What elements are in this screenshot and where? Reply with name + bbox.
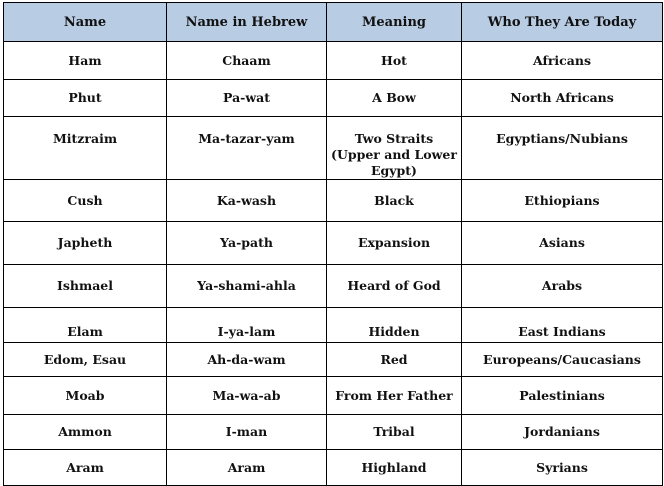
cell-today: Ethiopians — [462, 180, 663, 222]
table-row — [4, 180, 663, 222]
table-row — [4, 265, 663, 308]
table-row — [4, 42, 663, 80]
cell-today: Arabs — [462, 265, 663, 308]
cell-hebrew: Aram — [167, 450, 327, 486]
header-name-in-hebrew: Name in Hebrew — [167, 3, 327, 42]
cell-today: Africans — [462, 42, 663, 80]
cell-hebrew: I-ya-lam — [167, 308, 327, 343]
cell-name: Moab — [4, 377, 167, 415]
cell-today: Palestinians — [462, 377, 663, 415]
cell-name: Ham — [4, 42, 167, 80]
cell-today: Egyptians/Nubians — [462, 117, 663, 180]
cell-hebrew: Ya-shami-ahla — [167, 265, 327, 308]
header-who-they-are-today: Who They Are Today — [462, 3, 663, 42]
cell-meaning: A Bow — [327, 80, 462, 117]
header-name: Name — [4, 3, 167, 42]
cell-today: Asians — [462, 222, 663, 265]
cell-today: East Indians — [462, 308, 663, 343]
cell-meaning: Tribal — [327, 415, 462, 450]
cell-meaning: From Her Father — [327, 377, 462, 415]
cell-meaning: Black — [327, 180, 462, 222]
table-row — [4, 80, 663, 117]
cell-hebrew: Ma-tazar-yam — [167, 117, 327, 180]
table-row — [4, 377, 663, 415]
cell-name: Cush — [4, 180, 167, 222]
cell-hebrew: Chaam — [167, 42, 327, 80]
cell-hebrew: Ya-path — [167, 222, 327, 265]
table-row — [4, 117, 663, 180]
cell-hebrew: Ah-da-wam — [167, 343, 327, 377]
header-meaning: Meaning — [327, 3, 462, 42]
cell-meaning: Heard of God — [327, 265, 462, 308]
cell-name: Elam — [4, 308, 167, 343]
table-row — [4, 343, 663, 377]
table-row — [4, 308, 663, 343]
cell-meaning: Two Straits (Upper and Lower Egypt) — [327, 117, 462, 180]
table-row — [4, 222, 663, 265]
cell-today: Syrians — [462, 450, 663, 486]
cell-meaning: Expansion — [327, 222, 462, 265]
cell-hebrew: Ma-wa-ab — [167, 377, 327, 415]
cell-name: Ishmael — [4, 265, 167, 308]
cell-meaning: Red — [327, 343, 462, 377]
cell-name: Japheth — [4, 222, 167, 265]
cell-today: Jordanians — [462, 415, 663, 450]
cell-hebrew: Pa-wat — [167, 80, 327, 117]
cell-name: Phut — [4, 80, 167, 117]
cell-hebrew: I-man — [167, 415, 327, 450]
cell-today: North Africans — [462, 80, 663, 117]
cell-meaning: Hot — [327, 42, 462, 80]
cell-meaning: Highland — [327, 450, 462, 486]
cell-name: Mitzraim — [4, 117, 167, 180]
header-row — [4, 3, 663, 42]
cell-name: Ammon — [4, 415, 167, 450]
table-row — [4, 415, 663, 450]
table-row — [4, 450, 663, 486]
cell-today: Europeans/Caucasians — [462, 343, 663, 377]
cell-meaning: Hidden — [327, 308, 462, 343]
cell-hebrew: Ka-wash — [167, 180, 327, 222]
cell-name: Edom, Esau — [4, 343, 167, 377]
nations-table — [3, 2, 663, 486]
cell-name: Aram — [4, 450, 167, 486]
